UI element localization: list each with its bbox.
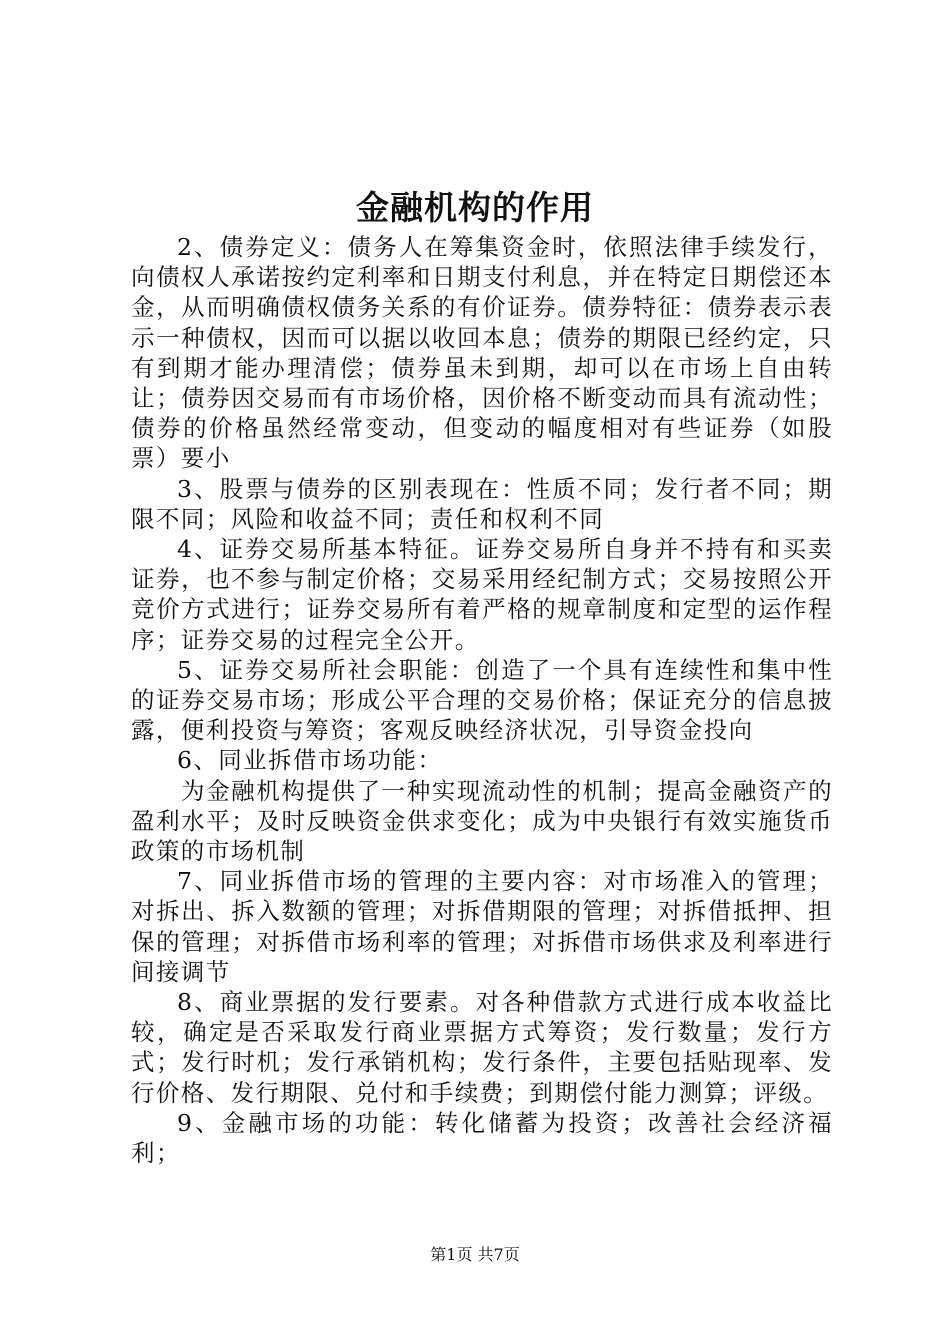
paragraph-exchange-functions: 5、证券交易所社会职能：创造了一个具有连续性和集中性的证券交易市场；形成公平合理的交易价格；保证充分的信息披露，便利投资与筹资；客观反映经济状况，引导资金投向 [131,655,833,745]
paragraph-bond-definition: 2、债券定义：债务人在筹集资金时，依照法律手续发行，向债权人承诺按约定利率和日期支付利息，并在特定日期偿还本金，从而明确债权债务关系的有价证券。债券特征：债券表示表示一种债权，因而可以据以收回本息；债券的期限已经约定，只有到期才能办理清偿；债券虽未到期，却可以在市场上自由转让；债券因交易而有市场价格，因价格不断变动而具有流动性；债券的价格虽然经常变动，但变动的幅度相对有些证券（如股票）要小 [131,233,833,473]
paragraph-stock-bond-difference: 3、股票与债券的区别表现在：性质不同；发行者不同；期限不同；风险和收益不同；责任和权利不同 [131,474,833,533]
paragraph-interbank-functions: 为金融机构提供了一种实现流动性的机制；提高金融资产的盈利水平；及时反映资金供求变化；成为中央银行有效实施货币政策的市场机制 [131,776,833,866]
paragraph-interbank-heading: 6、同业拆借市场功能： [177,746,443,775]
page-number-footer: 第1页 共7页 [430,1245,520,1264]
paragraph-exchange-features: 4、证券交易所基本特征。证券交易所自身并不持有和买卖证券，也不参与制定价格；交易采用经纪制方式；交易按照公开竞价方式进行；证券交易所有着严格的规章制度和定型的运作程序；证券交易的过程完全公开。 [131,535,833,654]
document-title: 金融机构的作用 [356,188,594,227]
document-body [131,232,833,1168]
paragraph-commercial-paper: 8、商业票据的发行要素。对各种借款方式进行成本收益比较，确定是否采取发行商业票据方式筹资；发行数量；发行方式；发行时机；发行承销机构；发行条件，主要包括贴现率、发行价格、发行期限、兑付和手续费；到期偿付能力测算；评级。 [131,988,833,1107]
paragraph-market-functions: 9、金融市场的功能：转化储蓄为投资；改善社会经济福利； [131,1108,833,1168]
paragraph-interbank-management: 7、同业拆借市场的管理的主要内容：对市场准入的管理；对拆出、拆入数额的管理；对拆借期限的管理；对拆借抵押、担保的管理；对拆借市场利率的管理；对拆借市场供求及利率进行间接调节 [131,867,833,986]
